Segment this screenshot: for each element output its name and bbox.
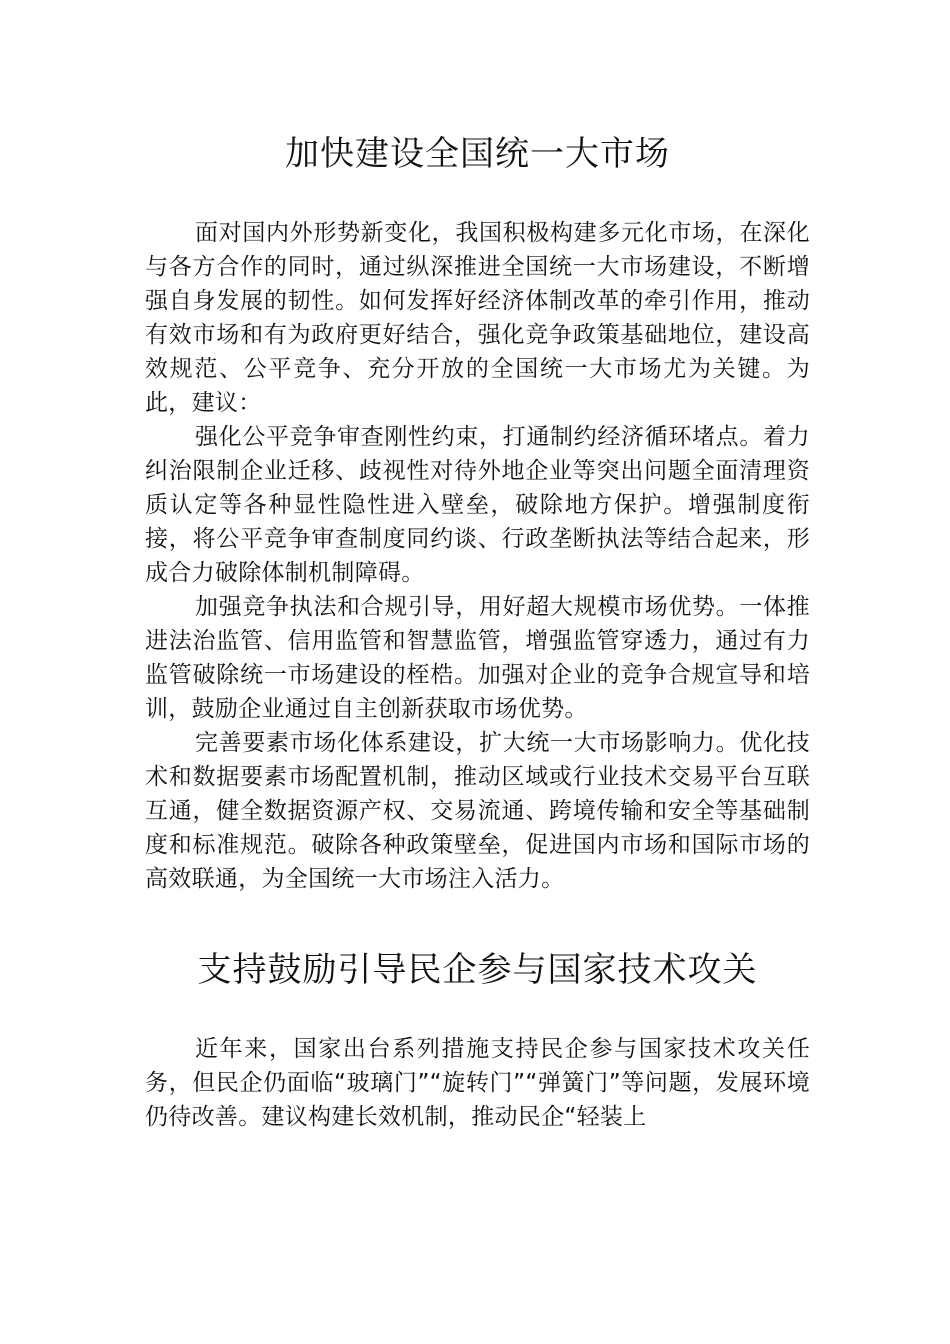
- paragraph: 面对国内外形势新变化，我国积极构建多元化市场，在深化与各方合作的同时，通过纵深推进全国统一大市场建设，不断增强自身发展的韧性。如何发挥好经济体制改革的牵引作用，推动有效市场和有为政府更好结合，强化竞争政策基础地位，建设高效规范、公平竞争、充分开放的全国统一大市场尤为关键。为此，建议：: [145, 220, 810, 416]
- section-title-unified-market: 加快建设全国统一大市场: [285, 134, 670, 174]
- section-title-private-enterprise-tech: 支持鼓励引导民企参与国家技术攻关: [197, 950, 758, 990]
- paragraph: 加强竞争执法和合规引导，用好超大规模市场优势。一体推进法治监管、信用监管和智慧监管，增强监管穿透力，通过有力监管破除统一市场建设的桎梏。加强对企业的竞争合规宣导和培训，鼓励企业通过自主创新获取市场优势。: [145, 594, 810, 722]
- paragraph: 完善要素市场化体系建设，扩大统一大市场影响力。优化技术和数据要素市场配置机制，推动区域或行业技术交易平台互联互通，健全数据资源产权、交易流通、跨境传输和安全等基础制度和标准规范。破除各种政策壁垒，促进国内市场和国际市场的高效联通，为全国统一大市场注入活力。: [145, 730, 810, 892]
- document-body: [145, 128, 810, 1134]
- paragraph: 强化公平竞争审查刚性约束，打通制约经济循环堵点。着力纠治限制企业迁移、歧视性对待外地企业等突出问题全面清理资质认定等各种显性隐性进入壁垒，破除地方保护。增强制度衔接，将公平竞争审查制度同约谈、行政垄断执法等结合起来，形成合力破除体制机制障碍。: [145, 424, 810, 586]
- paragraph: 近年来，国家出台系列措施支持民企参与国家技术攻关任务，但民企仍面临“玻璃门”“旋转门”“弹簧门”等问题，发展环境仍待改善。建议构建长效机制，推动民企“轻装上: [145, 1036, 810, 1130]
